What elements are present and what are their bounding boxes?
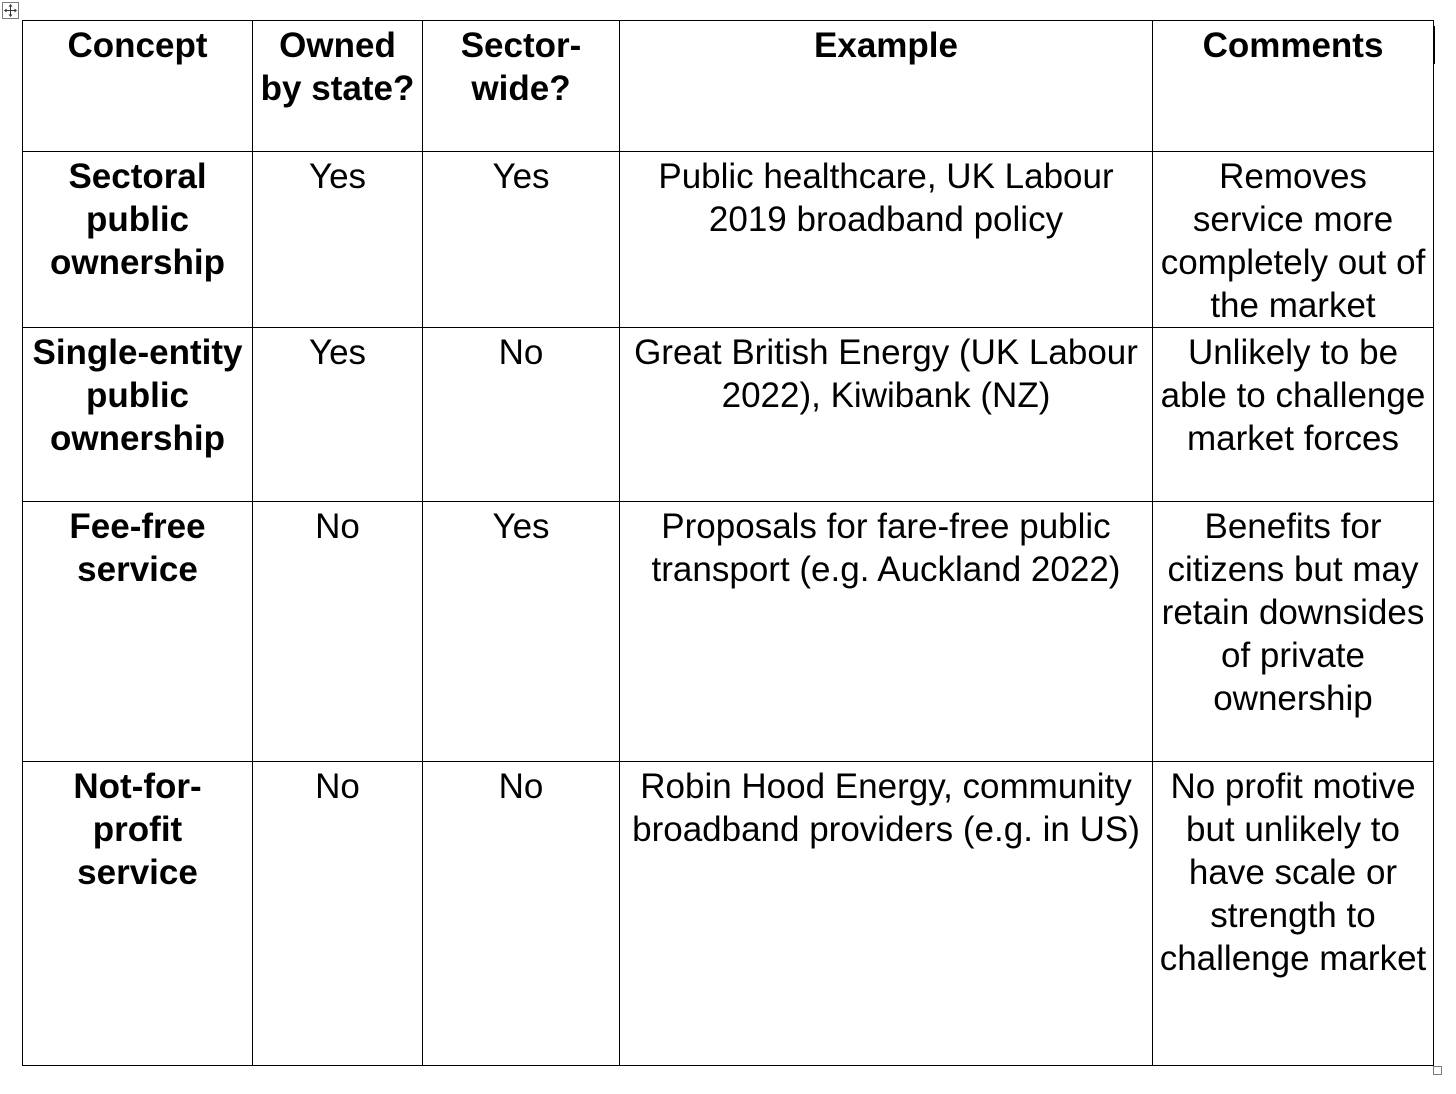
- owned-by-state-cell: Yes: [253, 152, 423, 328]
- concept-cell: Single-entity public ownership: [23, 328, 253, 502]
- owned-by-state-cell: No: [253, 502, 423, 762]
- table-row: [23, 502, 1434, 762]
- header-owned-by-state: Owned by state?: [253, 21, 423, 152]
- owned-by-state-cell: No: [253, 762, 423, 1066]
- example-cell: Great British Energy (UK Labour 2022), Kiwibank (NZ): [620, 328, 1153, 502]
- header-concept: Concept: [23, 21, 253, 152]
- sector-wide-cell: No: [423, 328, 620, 502]
- example-cell: Proposals for fare-free public transport (e.g. Auckland 2022): [620, 502, 1153, 762]
- concepts-table: [22, 20, 1434, 1066]
- comments-cell: Unlikely to be able to challenge market forces: [1153, 328, 1434, 502]
- table-resize-handle[interactable]: [1433, 1066, 1442, 1075]
- sector-wide-cell: Yes: [423, 502, 620, 762]
- header-sector-wide: Sector-wide?: [423, 21, 620, 152]
- sector-wide-cell: Yes: [423, 152, 620, 328]
- table-header-row: [23, 21, 1434, 152]
- example-cell: Robin Hood Energy, community broadband providers (e.g. in US): [620, 762, 1153, 1066]
- table-row: [23, 152, 1434, 328]
- table-row: [23, 328, 1434, 502]
- concept-cell: Not-for-profit service: [23, 762, 253, 1066]
- sector-wide-cell: No: [423, 762, 620, 1066]
- concept-cell: Fee-free service: [23, 502, 253, 762]
- concept-cell: Sectoral public ownership: [23, 152, 253, 328]
- comments-cell: Removes service more completely out of the market: [1153, 152, 1434, 328]
- example-cell: Public healthcare, UK Labour 2019 broadband policy: [620, 152, 1153, 328]
- header-example: Example: [620, 21, 1153, 152]
- table-row: [23, 762, 1434, 1066]
- owned-by-state-cell: Yes: [253, 328, 423, 502]
- header-comments: Comments: [1153, 21, 1434, 152]
- table-move-handle-icon[interactable]: [2, 2, 19, 19]
- comments-cell: No profit motive but unlikely to have scale or strength to challenge market: [1153, 762, 1434, 1066]
- comments-cell: Benefits for citizens but may retain downsides of private ownership: [1153, 502, 1434, 762]
